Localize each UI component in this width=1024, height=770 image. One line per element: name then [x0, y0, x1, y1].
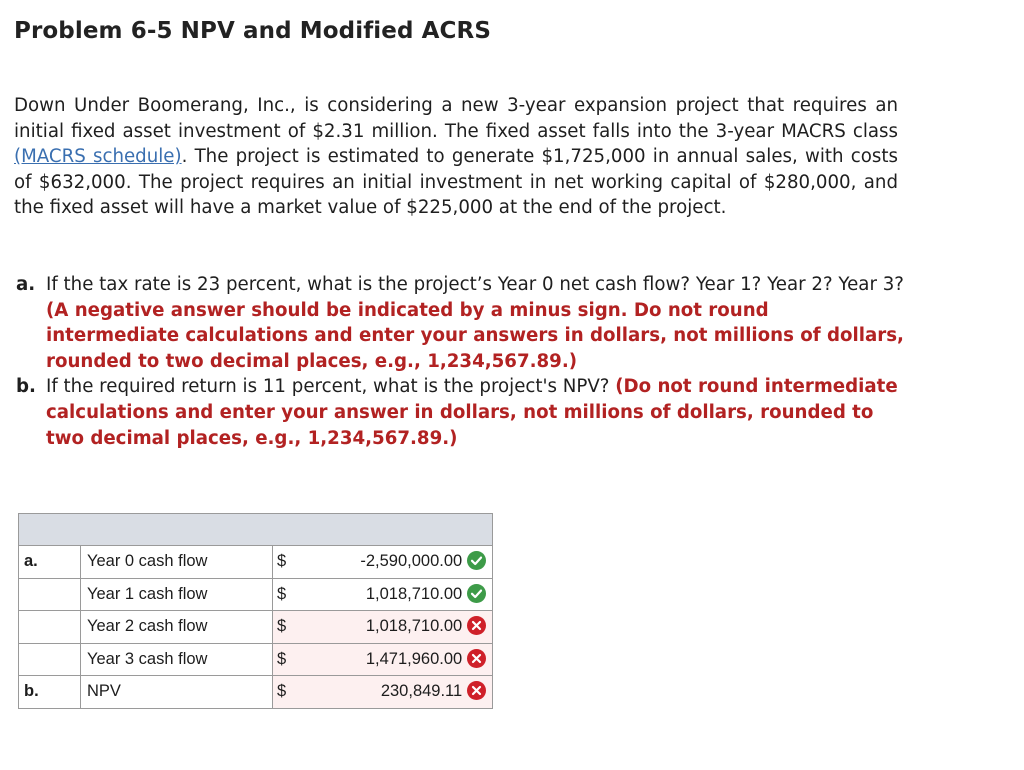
currency-symbol: $ [273, 611, 287, 644]
part-label: b. [19, 676, 81, 709]
answer-input-year-1[interactable] [286, 578, 493, 611]
question-instruction: (A negative answer should be indicated by a minus sign. Do not round intermediate calculations and enter your answers in dollars, not millions of dollars, rounded to two decimal places, e.g., 1,234,567.89.) [46, 299, 904, 372]
row-label: Year 0 cash flow [81, 546, 273, 579]
answer-input-year-3[interactable] [286, 643, 493, 676]
questions [14, 272, 904, 451]
table-row [19, 643, 493, 676]
answer-value: -2,590,000.00 [360, 552, 463, 571]
problem-statement [14, 93, 898, 221]
table-row [19, 611, 493, 644]
macrs-schedule-link[interactable]: (MACRS schedule) [14, 146, 182, 168]
row-label: Year 1 cash flow [81, 578, 273, 611]
answer-value: 1,471,960.00 [365, 649, 463, 668]
answer-input-npv[interactable] [286, 676, 493, 709]
table-header-row [19, 514, 493, 546]
answer-value: 1,018,710.00 [365, 584, 463, 603]
table-header-cell [19, 514, 493, 546]
part-label [19, 611, 81, 644]
question-a [14, 272, 904, 374]
table-row [19, 546, 493, 579]
row-label: Year 3 cash flow [81, 643, 273, 676]
cross-icon [467, 649, 486, 668]
check-icon [467, 584, 486, 603]
intro-text-1: Down Under Boomerang, Inc., is considering a new 3-year expansion project that requires an initial fixed asset investment of $2.31 million. The fixed asset falls into the 3-year MACRS class [14, 95, 898, 142]
intro-text-2: . The project is estimated to generate $1,725,000 in annual sales, with costs of $632,000. The project requires an initial investment in net working capital of $280,000, and the fixed asset will have a market value of $225,000 at the end of the project. [14, 146, 898, 219]
part-label: a. [19, 546, 81, 579]
question-text: If the required return is 11 percent, what is the project's NPV? [46, 376, 616, 398]
answer-value: 1,018,710.00 [365, 617, 463, 636]
cross-icon [467, 681, 486, 700]
table-row [19, 676, 493, 709]
answer-value: 230,849.11 [380, 682, 463, 701]
row-label: NPV [81, 676, 273, 709]
currency-symbol: $ [273, 643, 287, 676]
part-label [19, 578, 81, 611]
answer-input-year-0[interactable] [286, 546, 493, 579]
currency-symbol: $ [273, 578, 287, 611]
question-letter: a. [16, 274, 36, 295]
question-letter: b. [16, 376, 36, 398]
question-instruction: (Do not round intermediate calculations and enter your answer in dollars, not millions of dollars, rounded to two decimal places, e.g., 1,234,567.89.) [46, 376, 898, 449]
row-label: Year 2 cash flow [81, 611, 273, 644]
table-row [19, 578, 493, 611]
part-label [19, 643, 81, 676]
answer-table [18, 513, 493, 709]
question-b [14, 374, 904, 451]
check-icon [467, 551, 486, 570]
page-title: Problem 6-5 NPV and Modified ACRS [14, 18, 492, 44]
cross-icon [467, 616, 486, 635]
answer-input-year-2[interactable] [286, 611, 493, 644]
question-text: If the tax rate is 23 percent, what is the project’s Year 0 net cash flow? Year 1? Year 2? Year 3? [46, 274, 904, 295]
currency-symbol: $ [273, 676, 287, 709]
currency-symbol: $ [273, 546, 287, 579]
